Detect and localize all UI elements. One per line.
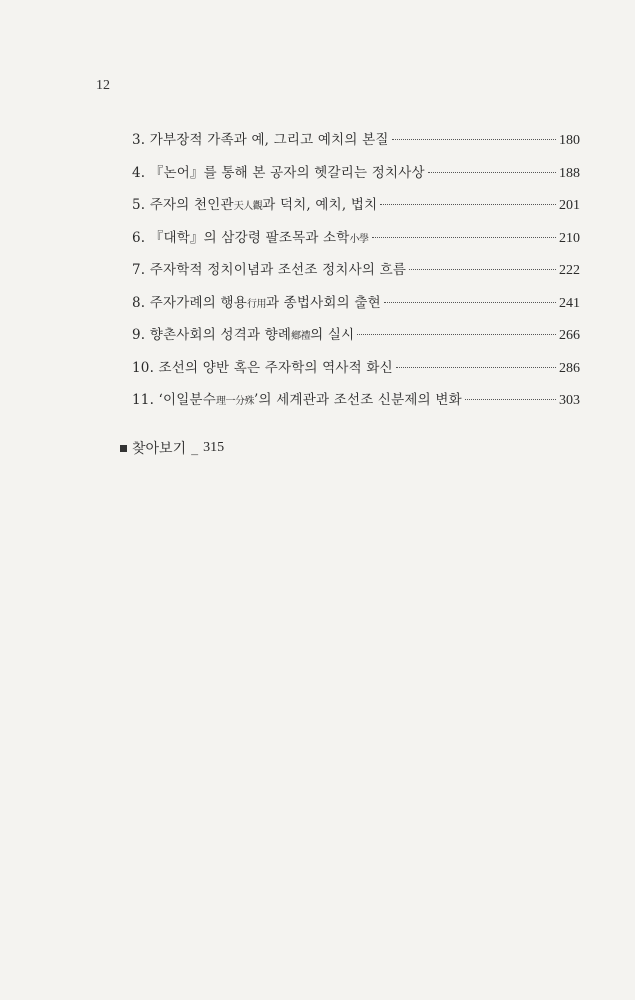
index-link[interactable] — [120, 438, 224, 458]
toc-entry-title — [132, 128, 389, 148]
toc-entry-title-suffix: ’의 세계관과 조선조 신분제의 변화 — [254, 392, 462, 408]
toc-entry[interactable] — [132, 258, 580, 291]
toc-entry-page: 303 — [559, 393, 580, 408]
toc-entry-title — [132, 193, 377, 213]
toc-entry-page: 201 — [559, 198, 580, 213]
toc-entry[interactable] — [132, 193, 580, 226]
index-separator: _ — [191, 440, 199, 456]
toc-entry-title-text: 7. 주자학적 정치이념과 조선조 정치사의 흐름 — [132, 262, 407, 278]
toc-entry-page: 210 — [559, 230, 580, 246]
toc-entry[interactable] — [132, 291, 580, 324]
dot-leader — [396, 367, 556, 368]
dot-leader — [380, 204, 556, 205]
toc-entry[interactable] — [132, 226, 580, 259]
toc-entry-title — [132, 356, 393, 376]
dot-leader — [372, 237, 556, 238]
toc-entry-title-text: 4. 『논어』를 통해 본 공자의 헷갈리는 정치사상 — [132, 164, 425, 181]
toc-entry-hanja: 行用 — [246, 298, 266, 310]
toc-entry[interactable] — [132, 388, 580, 421]
toc-entry-hanja: 天人觀 — [233, 201, 263, 212]
page-number: 12 — [96, 78, 110, 93]
toc-entry-page: 188 — [559, 165, 580, 181]
toc-entry-page: 180 — [559, 133, 580, 148]
toc-entry-title-suffix: 과 덕치, 예치, 법치 — [262, 197, 378, 213]
toc-entry-title — [132, 388, 462, 408]
toc-entry-title-text: 5. 주자의 천인관 — [132, 197, 234, 213]
toc-entry-title-text: 8. 주자가례의 행용 — [132, 294, 247, 311]
toc-entry-page: 241 — [559, 295, 580, 311]
toc-entry-title — [132, 258, 406, 278]
dot-leader — [357, 334, 556, 335]
toc-entry-title — [132, 226, 369, 246]
toc-entry-title-text: 6. 『대학』의 삼강령 팔조목과 소학 — [132, 229, 350, 246]
toc-entry-title-text: 11. ‘이일분수 — [132, 392, 217, 408]
dot-leader — [409, 269, 556, 270]
toc-entry-title-suffix: 과 종법사회의 출현 — [265, 294, 381, 311]
toc-entry[interactable] — [132, 356, 580, 389]
toc-entry-title-text: 9. 향촌사회의 성격과 향례 — [132, 327, 292, 343]
toc-entry-hanja: 小學 — [349, 233, 369, 245]
toc-entry-title — [132, 161, 425, 181]
toc-entry-title — [132, 291, 381, 311]
square-bullet-icon — [120, 445, 127, 452]
dot-leader — [428, 172, 556, 173]
dot-leader — [392, 139, 556, 140]
toc-entry-page: 286 — [559, 360, 580, 376]
toc-entry[interactable] — [132, 323, 580, 356]
toc-entry-page: 266 — [559, 328, 580, 343]
dot-leader — [384, 302, 556, 303]
table-of-contents — [132, 128, 580, 421]
dot-leader — [465, 399, 556, 400]
toc-entry[interactable] — [132, 128, 580, 161]
toc-entry[interactable] — [132, 161, 580, 194]
toc-entry-title-text: 3. 가부장적 가족과 예, 그리고 예치의 본질 — [132, 132, 389, 148]
toc-entry-hanja: 理一分殊 — [216, 396, 255, 407]
toc-entry-title — [132, 323, 354, 343]
toc-entry-hanja: 鄕禮 — [291, 331, 311, 342]
index-page: 315 — [203, 440, 225, 455]
toc-entry-title-suffix: 의 실시 — [310, 327, 355, 343]
toc-entry-title-text: 10. 조선의 양반 혹은 주자학의 역사적 화신 — [132, 359, 393, 376]
toc-entry-page: 222 — [559, 263, 580, 278]
index-label: 찾아보기 — [132, 441, 187, 457]
